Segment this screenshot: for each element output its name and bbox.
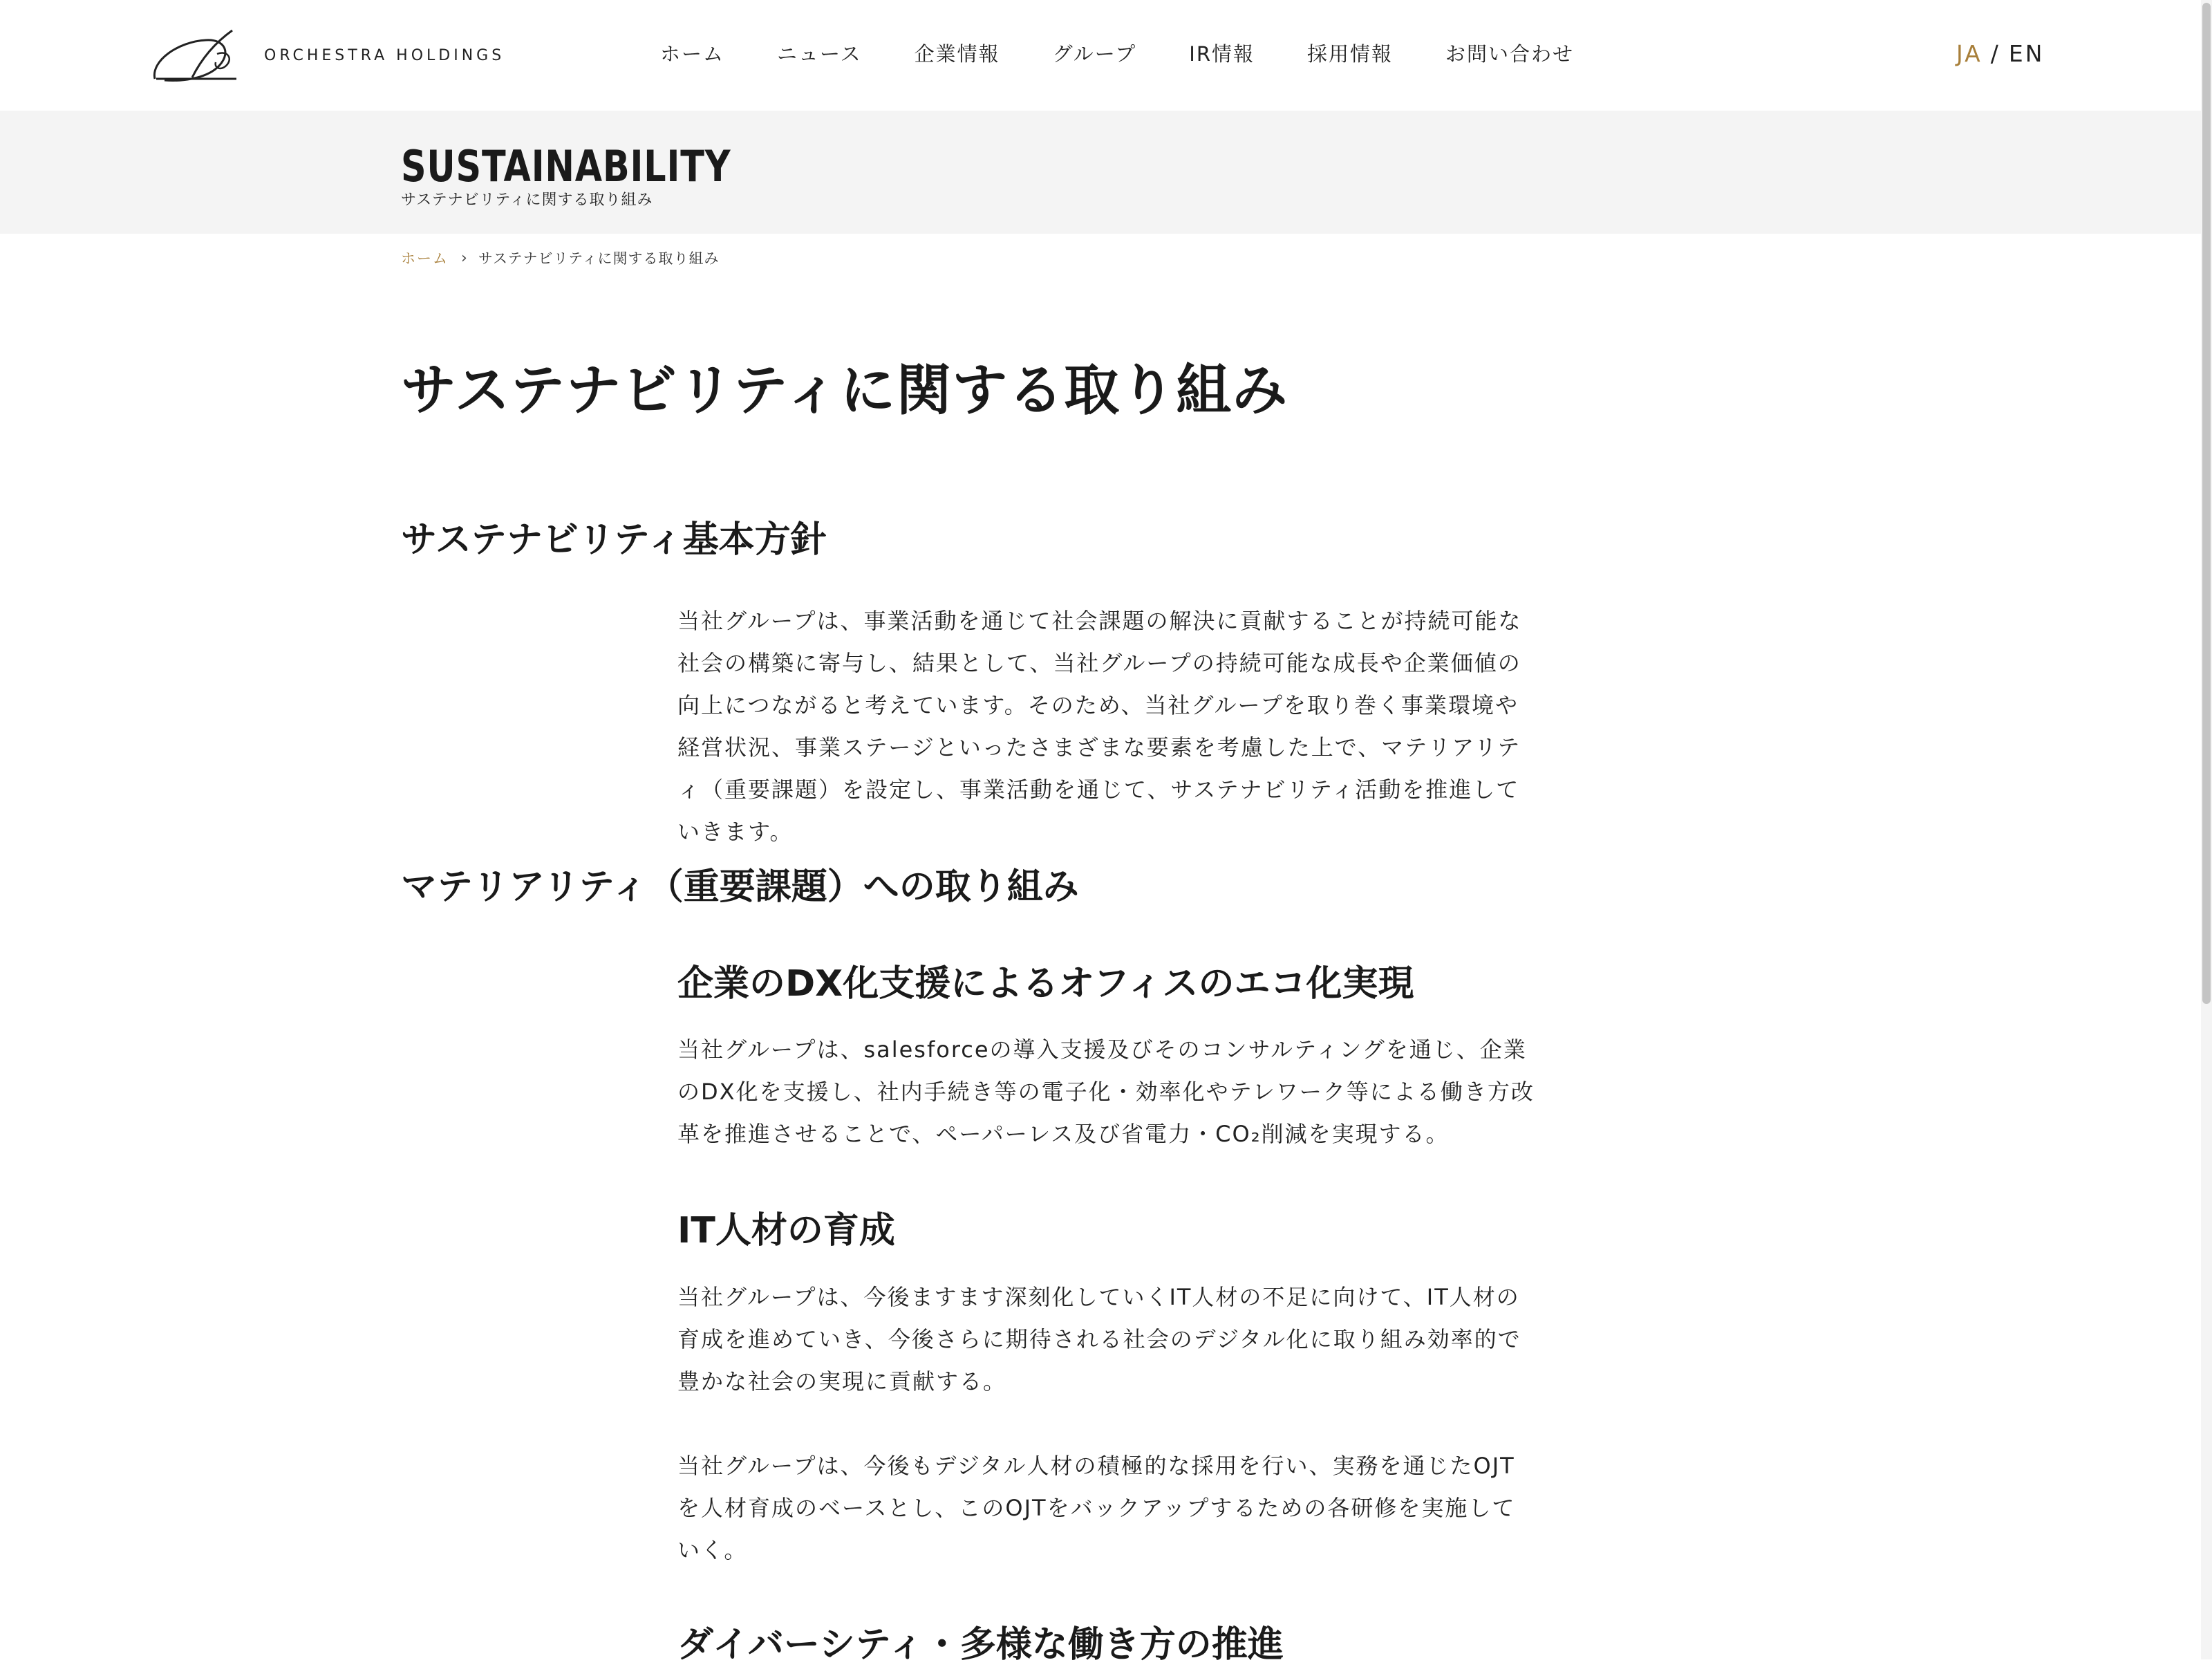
page-title: サステナビリティに関する取り組み (401, 358, 1288, 422)
logo-text: ORCHESTRA HOLDINGS (264, 47, 505, 64)
breadcrumb (401, 248, 719, 268)
dx-heading: 企業のDX化支援によるオフィスのエコ化実現 (677, 963, 1414, 1005)
logo-mark-icon (151, 26, 241, 84)
nav-item-contact[interactable]: お問い合わせ (1445, 42, 1575, 66)
nav-item-company[interactable]: 企業情報 (914, 42, 1000, 66)
main-nav (660, 39, 1627, 72)
policy-body: 当社グループは、事業活動を通じて社会課題の解決に貢献することが持続可能な社会の構築に寄与し、結果として、当社グループの持続可能な成長や企業価値の向上につながると考えています。そのため、当社グループを取り巻く事業環境や経営状況、事業ステージといったさまざまな要素を考慮した上で、マテリアリティ（重要課題）を設定し、事業活動を通じて、サステナビリティ活動を推進していきます。 (677, 608, 1522, 845)
breadcrumb-current: サステナビリティに関する取り組み (478, 250, 720, 267)
talent-body-1: 当社グループは、今後ますます深刻化していくIT人材の不足に向けて、IT人材の育成を進めていき、今後さらに期待される社会のデジタル化に取り組み効率的で豊かな社会の実現に貢献する。 (677, 1284, 1521, 1395)
page-banner (0, 111, 2201, 234)
nav-item-home[interactable]: ホーム (660, 42, 725, 66)
dx-body: 当社グループは、salesforceの導入支援及びそのコンサルティングを通じ、企業のDX化を支援し、社内手続き等の電子化・効率化やテレワーク等による働き方改革を推進させることで、ペーパーレス及び省電力・CO₂削減を実現する。 (677, 1036, 1535, 1147)
policy-heading: サステナビリティ基本方針 (401, 519, 827, 561)
site-header (0, 0, 2201, 111)
talent-body-2: 当社グループは、今後もデジタル人材の積極的な採用を行い、実務を通じたOJTを人材育成のベースとし、このOJTをバックアップするための各研修を実施していく。 (677, 1453, 1516, 1563)
diversity-heading: ダイバーシティ・多様な働き方の推進 (677, 1624, 1284, 1666)
nav-item-news[interactable]: ニュース (777, 42, 862, 66)
banner-title: SUSTAINABILITY (401, 141, 731, 192)
talent-heading: IT人材の育成 (677, 1210, 895, 1251)
breadcrumb-home-link[interactable]: ホーム (401, 250, 449, 267)
lang-separator: / (1990, 40, 2000, 67)
logo[interactable] (151, 26, 510, 84)
nav-item-ir[interactable]: IR情報 (1189, 42, 1255, 66)
breadcrumb-separator-icon: › (461, 249, 467, 267)
nav-item-recruit[interactable]: 採用情報 (1306, 42, 1393, 66)
lang-en-link[interactable]: EN (2008, 40, 2045, 67)
lang-ja-link[interactable]: JA (1956, 40, 1983, 67)
banner-subtitle: サステナビリティに関する取り組み (401, 192, 653, 209)
language-switcher (1956, 40, 2044, 67)
scrollbar-thumb[interactable] (2202, 3, 2211, 1004)
nav-item-group[interactable]: グループ (1052, 42, 1137, 66)
materiality-heading: マテリアリティ（重要課題）への取り組み (401, 866, 1079, 908)
